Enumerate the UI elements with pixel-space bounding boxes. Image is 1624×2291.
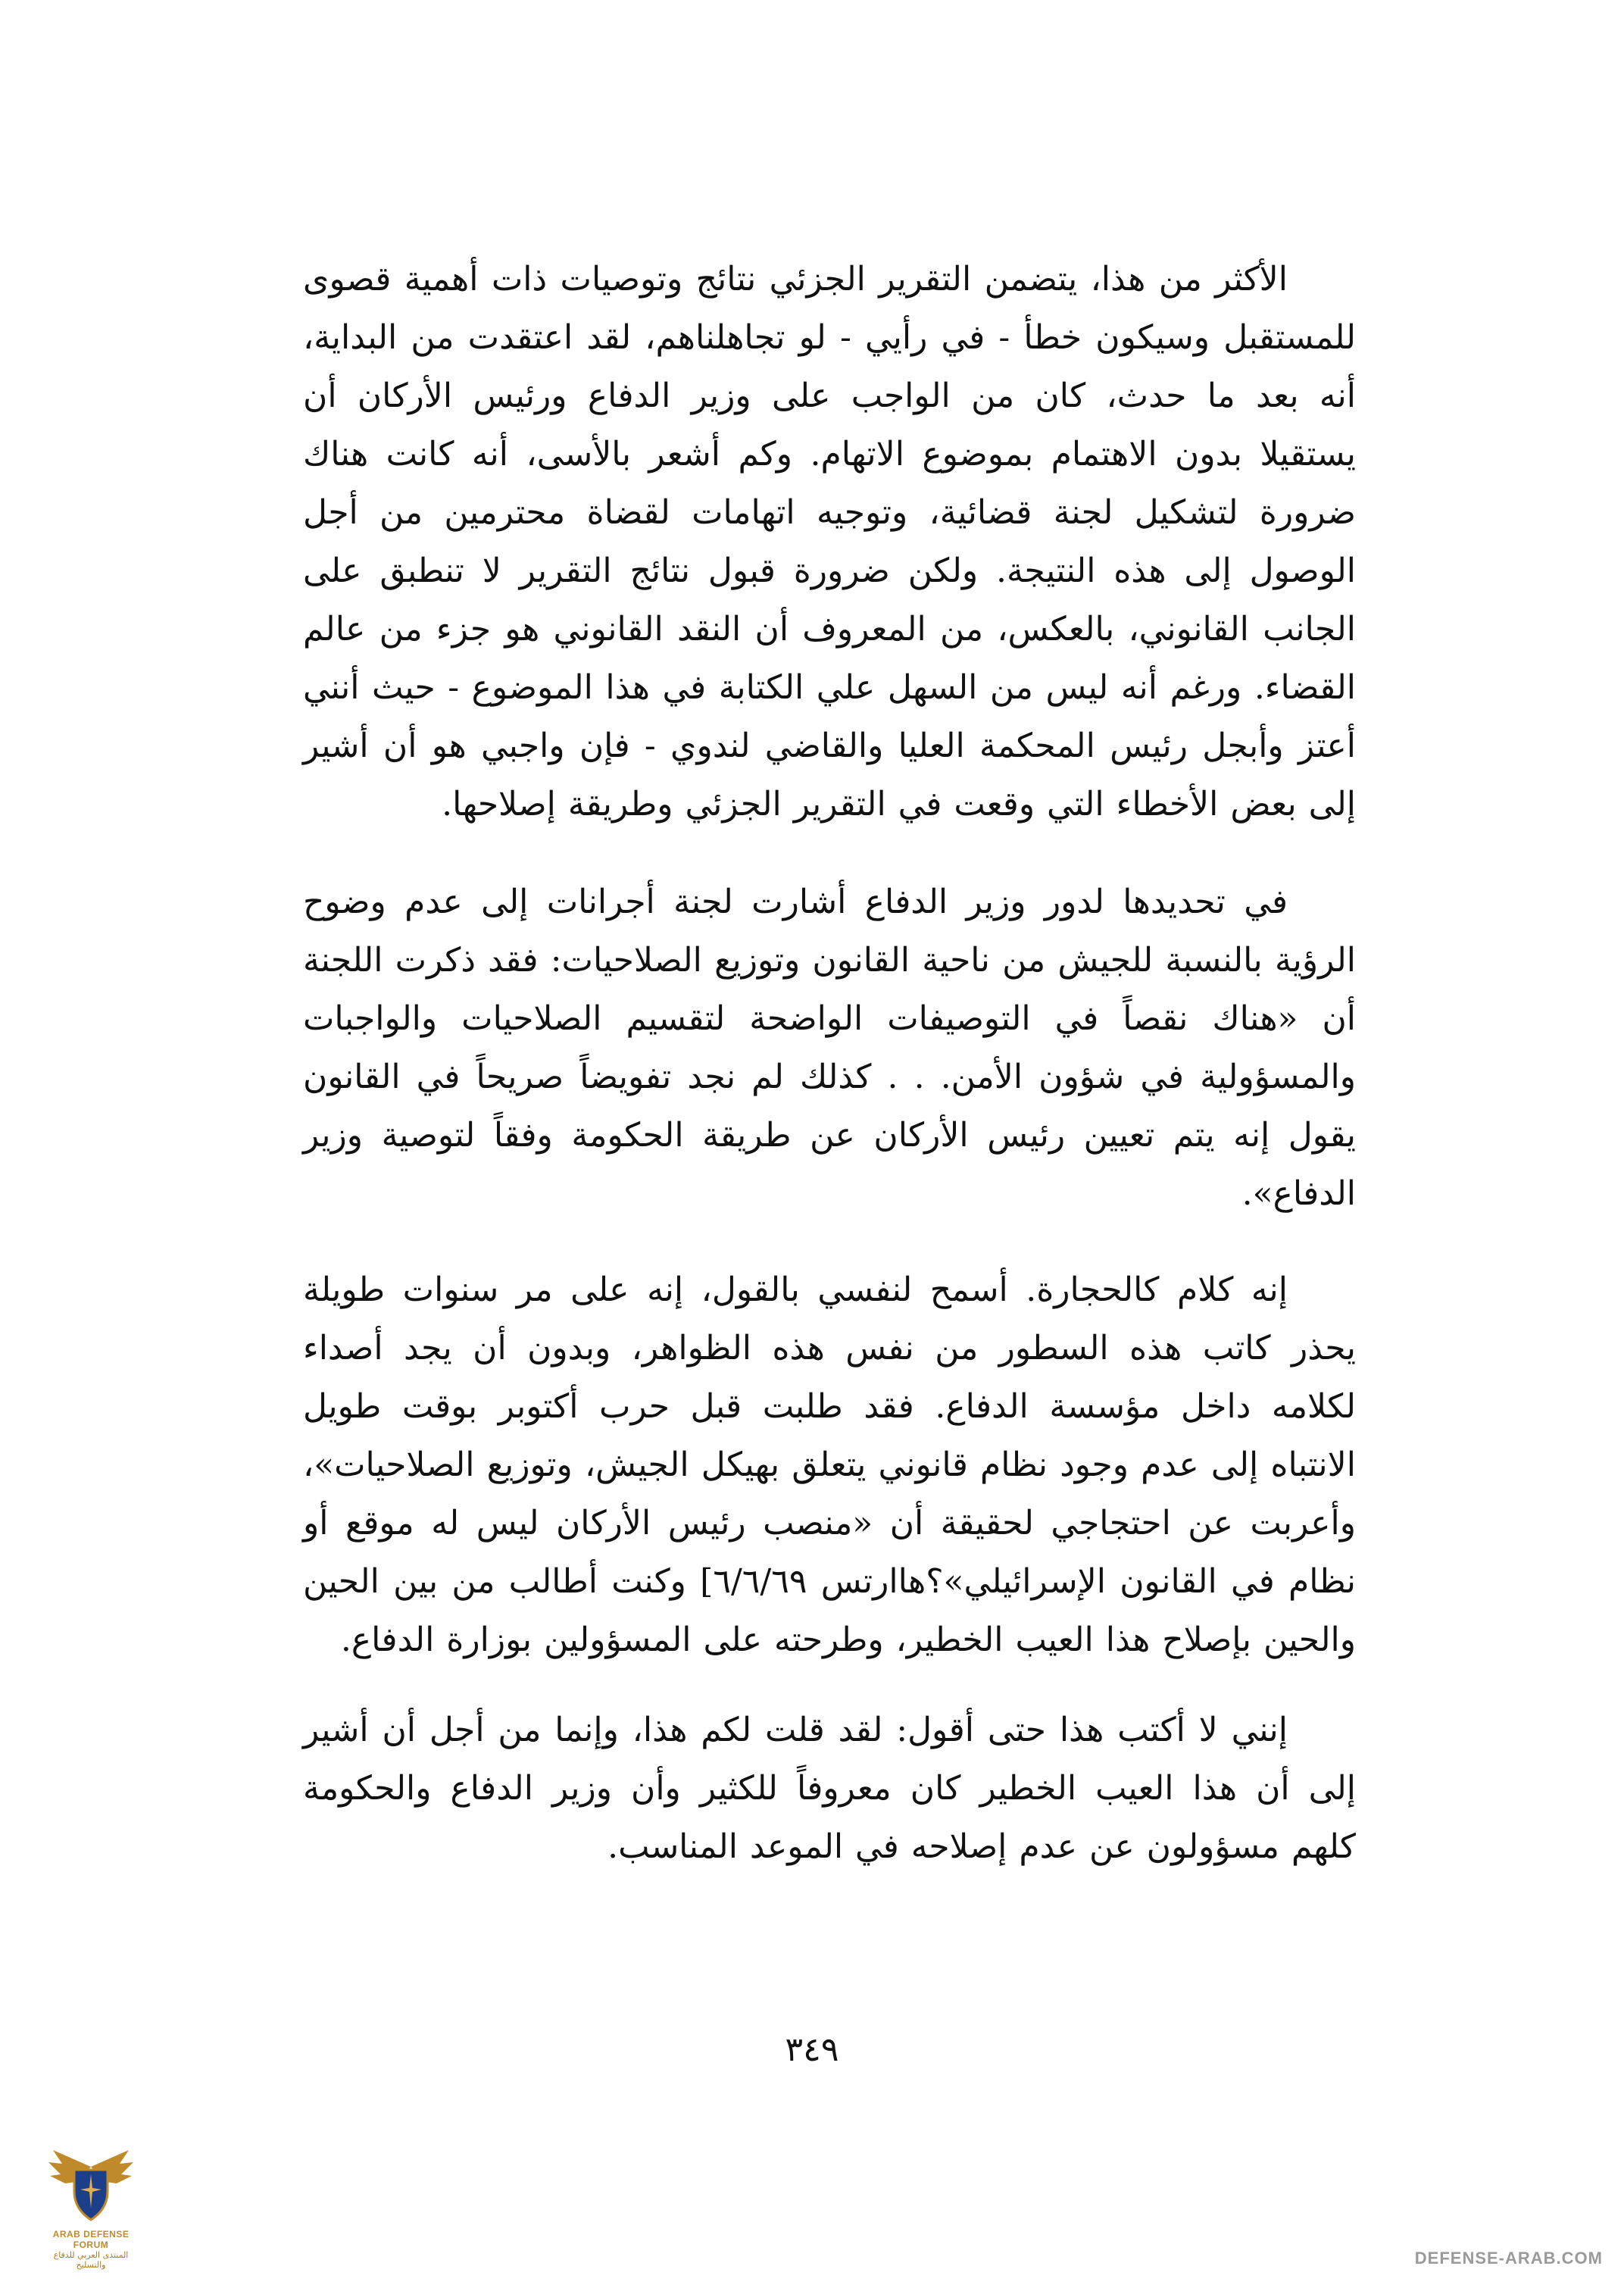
logo-caption-en: ARAB DEFENSE FORUM [52, 2229, 130, 2250]
site-watermark: DEFENSE-ARAB.COM [1414, 2249, 1603, 2268]
book-page [303, 250, 1356, 2114]
forum-logo [38, 2144, 144, 2273]
page-number: ٣٤٩ [785, 2030, 839, 2069]
paragraph-1: الأكثر من هذا، يتضمن التقرير الجزئي نتائج وتوصيات ذات أهمية قصوى للمستقبل وسيكون خطأ - في رأيي - لو تجاهلناهم، لقد اعتقدت من البداية، أنه بعد ما حدث، كان من الواجب على وزير الدفاع ورئيس الأركان أن يستقيلا بدون الاهتمام بموضوع الاتهام. وكم أشعر بالأسى، أنه كانت هناك ضرورة لتشكيل لجنة قضائية، وتوجيه اتهامات لقضاة محترمين من أجل الوصول إلى هذه النتيجة. ولكن ضرورة قبول نتائج التقرير لا تنطبق على الجانب القانوني، بالعكس، من المعروف أن النقد القانوني هو جزء من عالم القضاء. ورغم أنه ليس من السهل علي الكتابة في هذا الموضوع - حيث أنني أعتز وأبجل رئيس المحكمة العليا والقاضي لندوي - فإن واجبي هو أن أشير إلى بعض الأخطاء التي وقعت في التقرير الجزئي وطريقة إصلاحها. [303, 260, 1356, 824]
paragraph-4: إنني لا أكتب هذا حتى أقول: لقد قلت لكم هذا، وإنما من أجل أن أشير إلى أن هذا العيب الخطير كان معروفاً للكثير وأن وزير الدفاع والحكومة كلهم مسؤولون عن عدم إصلاحه في الموعد المناسب. [303, 1711, 1356, 1866]
winged-shield-icon [45, 2144, 136, 2227]
paragraph-3: إنه كلام كالحجارة. أسمح لنفسي بالقول، إنه على مر سنوات طويلة يحذر كاتب هذه السطور من نفس هذه الظواهر، وبدون أن يجد أصداء لكلامه داخل مؤسسة الدفاع. فقد طلبت قبل حرب أكتوبر بوقت طويل الانتباه إلى عدم وجود نظام قانوني يتعلق بهيكل الجيش، وتوزيع الصلاحيات»، وأعربت عن احتجاجي لحقيقة أن «منصب رئيس الأركان ليس له موقع أو نظام في القانون الإسرائيلي»؟هاارتس ٦/٦/٦٩] وكنت أطالب من بين الحين والحين بإصلاح هذا العيب الخطير، وطرحته على المسؤولين بوزارة الدفاع. [303, 1271, 1357, 1659]
paragraph-2: في تحديدها لدور وزير الدفاع أشارت لجنة أجرانات إلى عدم وضوح الرؤية بالنسبة للجيش من ناحية القانون وتوزيع الصلاحيات: فقد ذكرت اللجنة أن «هناك نقصاً في التوصيفات الواضحة لتقسيم الصلاحيات والواجبات والمسؤولية في شؤون الأمن. . . كذلك لم نجد تفويضاً صريحاً في القانون يقول إنه يتم تعيين رئيس الأركان عن طريقة الحكومة وفقاً لتوصية وزير الدفاع». [303, 883, 1356, 1213]
logo-caption-ar: المنتدى العربي للدفاع والتسليح [53, 2250, 129, 2270]
